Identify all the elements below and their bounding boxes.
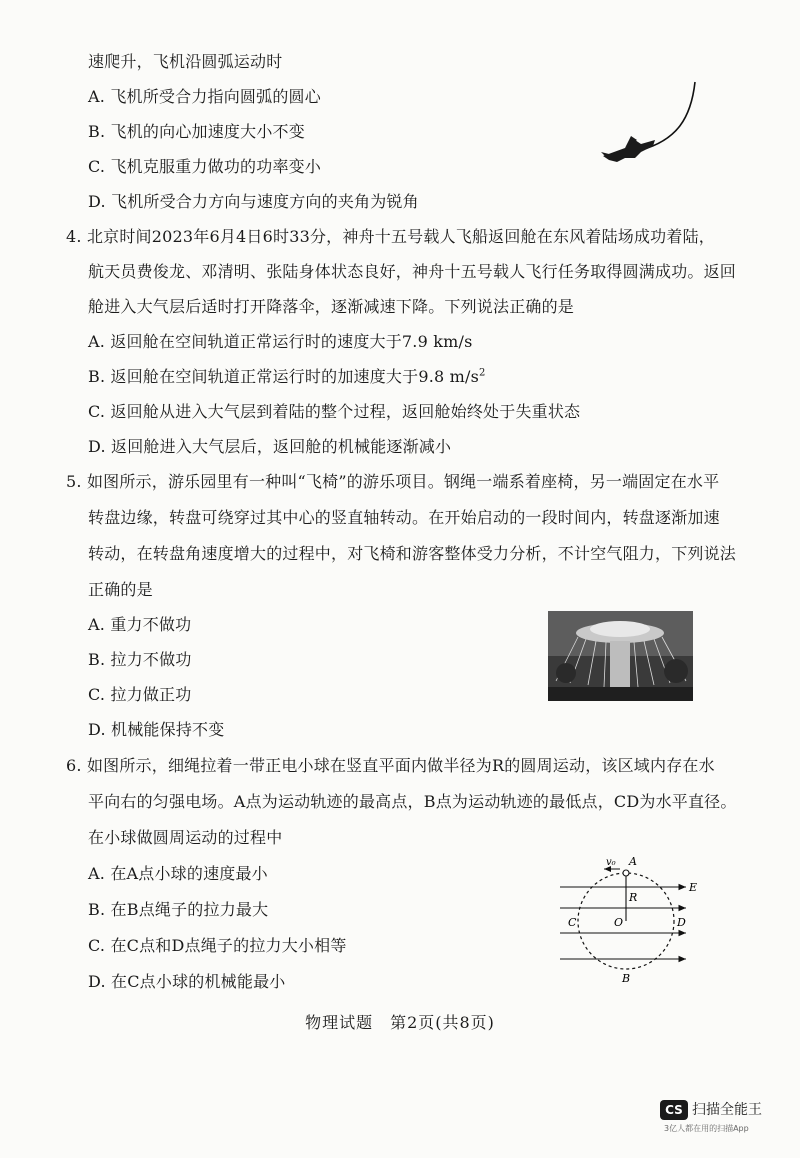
o-label: O (614, 916, 624, 929)
q3-option-d: D. 飞机所受合力方向与速度方向的夹角为锐角 (88, 192, 419, 211)
q5-option-d: D. 机械能保持不变 (88, 720, 225, 739)
q5-stem-line-2: 转盘边缘，转盘可绕穿过其中心的竖直轴转动。在开始启动的一段时间内，转盘逐渐加速 (88, 508, 720, 527)
e-label: E (689, 881, 698, 894)
q4-stem-line-2: 航天员费俊龙、邓清明、张陆身体状态良好，神舟十五号载人飞行任务取得圆满成功。返回 (88, 262, 737, 281)
watermark-name: 扫描全能王 (692, 1102, 762, 1118)
d-label: D (677, 916, 686, 929)
q6-stem-line-2: 平向右的匀强电场。A点为运动轨迹的最高点，B点为运动轨迹的最低点，CD为水平直径。 (88, 792, 737, 811)
q3-stem-tail: 速爬升，飞机沿圆弧运动时 (88, 52, 283, 71)
q6-stem-line-3: 在小球做圆周运动的过程中 (88, 828, 283, 847)
q6-stem-line-1: 6. 如图所示，细绳拉着一带正电小球在竖直平面内做半径为R的圆周运动，该区域内存在水 (66, 756, 715, 775)
q5-option-c: C. 拉力做正功 (88, 685, 192, 704)
q6-option-c: C. 在C点和D点绳子的拉力大小相等 (88, 936, 347, 955)
page-footer: 物理试题 第2页(共8页) (305, 1013, 495, 1032)
scanner-watermark (660, 1098, 770, 1140)
v0-label: v₀ (606, 857, 616, 868)
q5-stem-line-1: 5. 如图所示，游乐园里有一种叫“飞椅”的游乐项目。钢绳一端系着座椅，另一端固定在水平 (66, 472, 720, 491)
c-label: C (568, 916, 577, 929)
q4-option-d: D. 返回舱进入大气层后，返回舱的机械能逐渐减小 (88, 437, 452, 456)
q3-option-a: A. 飞机所受合力指向圆弧的圆心 (88, 87, 321, 106)
jet-climb-figure (595, 78, 705, 168)
q6-option-b: B. 在B点绳子的拉力最大 (88, 900, 269, 919)
circular-motion-figure (556, 855, 702, 985)
q4-option-a: A. 返回舱在空间轨道正常运行时的速度大于7.9 km/s (88, 332, 473, 351)
q5-option-a: A. 重力不做功 (88, 615, 192, 634)
q4-option-b: B. 返回舱在空间轨道正常运行时的加速度大于9.8 $m/s^2$ (88, 367, 486, 386)
a-label: A (629, 855, 637, 868)
q6-option-d: D. 在C点小球的机械能最小 (88, 972, 286, 991)
q4-option-b-superscript: 2 (479, 367, 486, 379)
q4-option-c: C. 返回舱从进入大气层到着陆的整个过程，返回舱始终处于失重状态 (88, 402, 581, 421)
camscanner-logo-icon: CS (660, 1100, 688, 1120)
q3-option-b: B. 飞机的向心加速度大小不变 (88, 122, 305, 141)
q3-option-c: C. 飞机克服重力做功的功率变小 (88, 157, 322, 176)
watermark-tagline: 3亿人都在用的扫描App (664, 1124, 749, 1133)
q5-option-b: B. 拉力不做功 (88, 650, 192, 669)
q6-option-a: A. 在A点小球的速度最小 (88, 864, 268, 883)
r-label: R (629, 891, 638, 904)
ball (623, 870, 629, 876)
q5-stem-line-3: 转动，在转盘角速度增大的过程中，对飞椅和游客整体受力分析，不计空气阻力，下列说法 (88, 544, 737, 563)
swing-ride-photo (548, 611, 693, 701)
q5-stem-line-4: 正确的是 (88, 580, 153, 599)
b-label: B (622, 972, 631, 985)
q4-stem-line-3: 舱进入大气层后适时打开降落伞，逐渐减速下降。下列说法正确的是 (88, 297, 575, 316)
q4-stem-line-1: 4. 北京时间2023年6月4日6时33分，神舟十五号载人飞船返回舱在东风着陆场成功着陆， (66, 227, 715, 246)
